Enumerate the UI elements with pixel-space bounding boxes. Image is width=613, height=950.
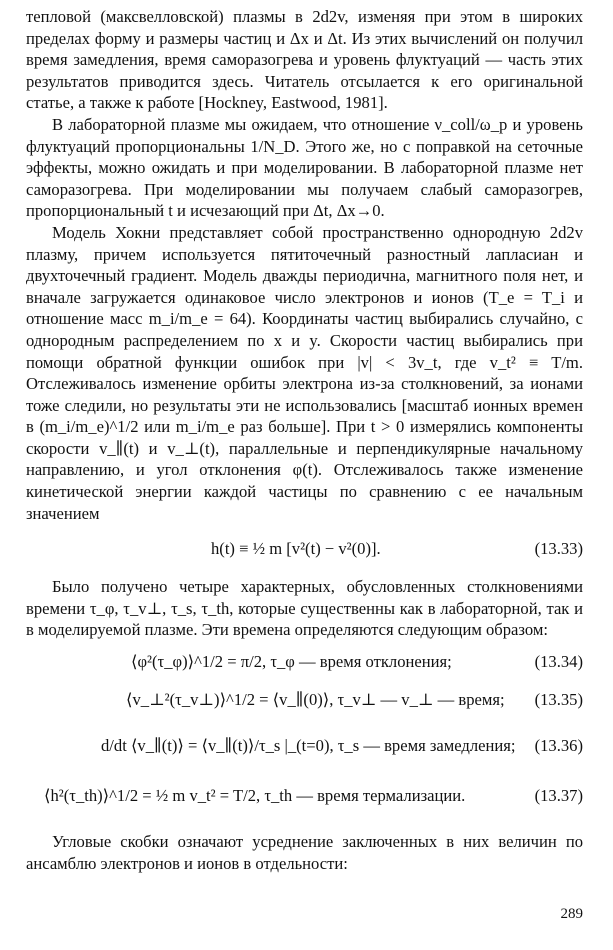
equation-number: (13.36) (534, 736, 583, 756)
paragraph-collision-times: Было получено четыре характерных, обусловленных столкновениями времени τ_φ, τ_v⊥, τ_s, τ_th, которые существенны как в лабораторной, так и в моделируемой плазме. Эти времена определяются следующим образом: (26, 577, 583, 640)
equation-body: d/dt ⟨v_∥(t)⟩ = ⟨v_∥(t)⟩/τ_s |_(t=0), τ_s — время замедления; (101, 736, 516, 756)
equation-number: (13.34) (534, 652, 583, 672)
equation-13-35 (26, 685, 583, 715)
paragraph-intro: тепловой (максвелловской) плазмы в 2d2v, изменяя при этом в широких пределах форму и размеры частиц и Δx и Δt. Из этих вычислений он получил время замедления, время саморазогрева и уровень флуктуаций — часть этих результатов приводится здесь. Читатель отсылается к его оригинальной статье, а также к работе [Hockney, Eastwood, 1981]. (26, 7, 583, 113)
equation-body: h(t) ≡ ½ m [v²(t) − v²(0)]. (211, 539, 381, 559)
equation-body: ⟨h²(τ_th)⟩^1/2 = ½ m v_t² = T/2, τ_th — время термализации. (44, 786, 466, 806)
equation-number: (13.37) (534, 786, 583, 806)
equation-body: ⟨φ²(τ_φ)⟩^1/2 = π/2, τ_φ — время отклонения; (131, 652, 452, 672)
paragraph-hockney-model: Модель Хокни представляет собой пространственно однородную 2d2v плазму, причем используется пятиточечный разностный лапласиан и двухточечный градиент. Модель дважды периодична, магнитного поля нет, и вначале загружается одинаковое число электронов и ионов (T_e = T_i и отношение масс m_i/m_e = 64). Координаты частиц выбирались случайно, с однородным распределением по x и y. Скорости частиц выбирались при помощи обратной функции ошибок при |v| < 3v_t, где v_t² ≡ T/m. Отслеживалось изменение орбиты электрона из-за столкновений, за ионами тоже следили, но результаты эти не использовались [масштаб ионных времен в (m_i/m_e)^1/2 или m_i/m_e раз больше]. При t > 0 измерялись компоненты скорости v_∥(t) и v_⊥(t), параллельные и перпендикулярные начальному направлению, и угол отклонения φ(t). Отслеживалось также изменение кинетической энергии каждой частицы по сравнению с ее начальным значением (26, 222, 583, 523)
equation-13-37 (26, 781, 583, 811)
paragraph-angle-brackets: Угловые скобки означают усреднение заключенных в них величин по ансамблю электронов и ионов в отдельности: (26, 832, 583, 873)
equation-13-36 (26, 715, 583, 777)
equation-13-34 (26, 647, 583, 677)
equation-13-33 (26, 534, 583, 564)
equation-number: (13.35) (534, 690, 583, 710)
paragraph-lab-plasma: В лабораторной плазме мы ожидаем, что отношение ν_coll/ω_p и уровень флуктуаций пропорциональны 1/N_D. Этого же, но с поправкой на сеточные эффекты, можно ожидать и при моделировании. В лабораторной плазме нет саморазогрева. При моделировании мы получаем слабый саморазогрев, пропорциональный t и исчезающий при Δt, Δx→0. (26, 114, 583, 221)
equation-number: (13.33) (534, 539, 583, 559)
equation-body: ⟨v_⊥²(τ_v⊥)⟩^1/2 = ⟨v_∥(0)⟩, τ_v⊥ — v_⊥ — время; (126, 690, 505, 710)
page-number: 289 (560, 906, 583, 922)
